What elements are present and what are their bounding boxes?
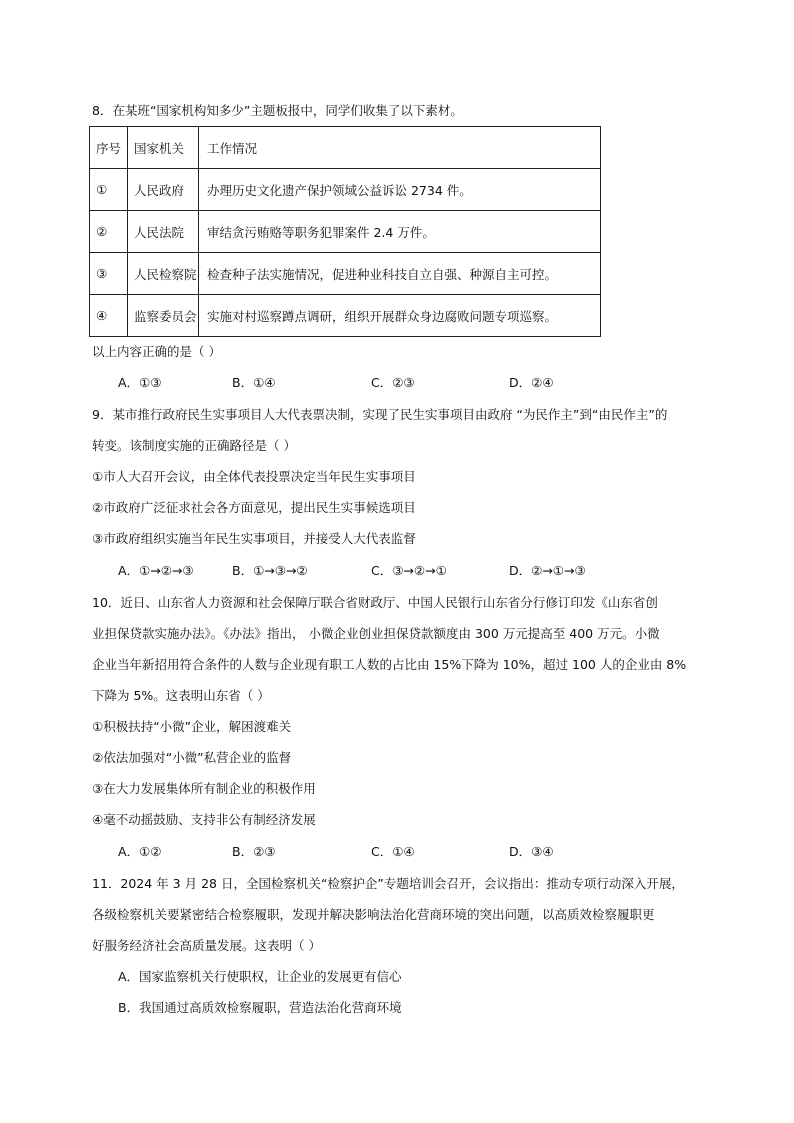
table-row <box>90 211 601 253</box>
q9-item: ①市人大召开会议，由全体代表投票决定当年民生实事项目 <box>92 469 416 484</box>
q9-item: ②市政府广泛征求社会各方面意见，提出民生实事候选项目 <box>92 500 416 515</box>
q8-question: 以上内容正确的是（ ） <box>92 344 221 359</box>
q10-item: ③在大力发展集体所有制企业的积极作用 <box>92 781 316 796</box>
q10-stem-line: 业担保贷款实施办法》。《办法》指出， 小微企业创业担保贷款额度由 300 万元提高至 400 万元。小微 <box>92 626 660 641</box>
q10-item: ①积极扶持“小微”企业，解困渡难关 <box>92 719 292 734</box>
table-header-cell: 工作情况 <box>199 127 601 169</box>
table-cell: ② <box>90 211 128 253</box>
table-row <box>90 169 601 211</box>
table-header-row <box>90 127 601 169</box>
q9-option-b[interactable]: B．①→③→② <box>232 563 308 578</box>
q10-option-c[interactable]: C．①④ <box>371 844 415 859</box>
table-cell: 人民法院 <box>128 211 199 253</box>
q9-stem-line: 转变。该制度实施的正确路径是（ ） <box>92 438 296 453</box>
table-cell: ④ <box>90 295 128 337</box>
q9-option-d[interactable]: D．②→①→③ <box>509 563 586 578</box>
table-cell: ③ <box>90 253 128 295</box>
table-header-cell: 序号 <box>90 127 128 169</box>
q8-option-a[interactable]: A．①③ <box>118 375 162 390</box>
table-cell: ① <box>90 169 128 211</box>
table-cell: 办理历史文化遗产保护领域公益诉讼 2734 件。 <box>199 169 601 211</box>
table-cell: 人民政府 <box>128 169 199 211</box>
table-header-cell: 国家机关 <box>128 127 199 169</box>
q8-option-d[interactable]: D．②④ <box>509 375 554 390</box>
q11-stem-line: 11．2024 年 3 月 28 日，全国检察机关“检察护企”专题培训会召开，会议指出：推动专项行动深入开展， <box>92 876 684 891</box>
q10-option-d[interactable]: D．③④ <box>509 844 554 859</box>
table-cell: 实施对村巡察蹲点调研，组织开展群众身边腐败问题专项巡察。 <box>199 295 601 337</box>
table-cell: 审结贪污贿赂等职务犯罪案件 2.4 万件。 <box>199 211 601 253</box>
q10-stem-line: 10．近日、山东省人力资源和社会保障厅联合省财政厅、中国人民银行山东省分行修订印发《山东省创 <box>92 595 658 610</box>
q8-option-b[interactable]: B．①④ <box>232 375 276 390</box>
q10-option-a[interactable]: A．①② <box>118 844 162 859</box>
table-cell: 检查种子法实施情况，促进种业科技自立自强、种源自主可控。 <box>199 253 601 295</box>
q11-option-b[interactable]: B．我国通过高质效检察履职，营造法治化营商环境 <box>118 1000 402 1015</box>
table-cell: 人民检察院 <box>128 253 199 295</box>
table-row <box>90 295 601 337</box>
q10-stem-line: 下降为 5%。这表明山东省（ ） <box>92 688 270 703</box>
q11-option-a[interactable]: A．国家监察机关行使职权，让企业的发展更有信心 <box>118 969 402 984</box>
q10-option-b[interactable]: B．②③ <box>232 844 276 859</box>
q10-item: ②依法加强对“小微”私营企业的监督 <box>92 750 292 765</box>
q10-item: ④毫不动摇鼓励、支持非公有制经济发展 <box>92 812 316 827</box>
q8-stem: 8．在某班“国家机构知多少”主题板报中，同学们收集了以下素材。 <box>92 103 463 118</box>
q9-stem-line: 9．某市推行政府民生实事项目人大代表票决制，实现了民生实事项目由政府 “为民作主”到“由民作主”的 <box>92 407 668 422</box>
q10-stem-line: 企业当年新招用符合条件的人数与企业现有职工人数的占比由 15%下降为 10%，超过 100 人的企业由 8% <box>92 657 687 672</box>
q9-option-a[interactable]: A．①→②→③ <box>118 563 194 578</box>
q8-table <box>89 126 601 337</box>
q9-option-c[interactable]: C．③→②→① <box>371 563 447 578</box>
q11-stem-line: 各级检察机关要紧密结合检察履职，发现并解决影响法治化营商环境的突出问题，以高质效检察履职更 <box>92 907 655 922</box>
table-cell: 监察委员会 <box>128 295 199 337</box>
table-row <box>90 253 601 295</box>
q11-stem-line: 好服务经济社会高质量发展。这表明（ ） <box>92 938 321 953</box>
q8-option-c[interactable]: C．②③ <box>371 375 415 390</box>
q9-item: ③市政府组织实施当年民生实事项目，并接受人大代表监督 <box>92 531 416 546</box>
